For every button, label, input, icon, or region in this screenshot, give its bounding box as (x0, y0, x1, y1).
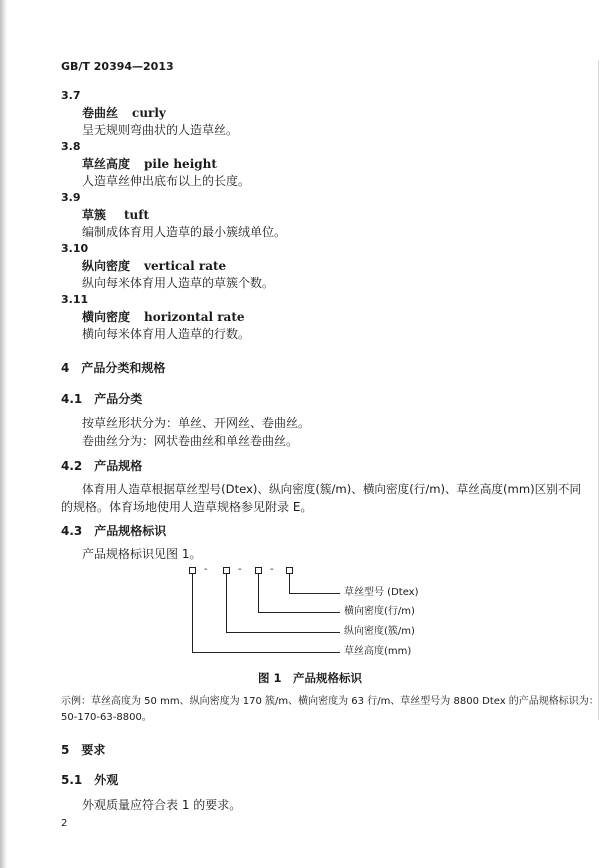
placeholder-box-pile-height (189, 567, 196, 574)
leader-line (258, 612, 340, 613)
leader-line (226, 632, 340, 633)
term-number: 3.9 (61, 191, 81, 204)
page-fold-line (598, 60, 599, 720)
label-yarn-type: 草丝型号 (Dtex) (344, 587, 419, 598)
term-title (82, 207, 149, 223)
paragraph-line: 卷曲丝分为：网状卷曲丝和单丝卷曲丝。 (82, 434, 299, 448)
term-zh: 纵向密度 (82, 259, 131, 273)
leader-line (192, 574, 193, 652)
leader-line (192, 652, 340, 653)
term-en: curly (132, 106, 166, 120)
term-title (82, 309, 245, 325)
section-heading-5: 5 要求 (61, 743, 106, 757)
figure-caption: 图 1 产品规格标识 (258, 671, 363, 685)
scan-edge-shadow (0, 0, 7, 868)
label-pile-height: 草丝高度(mm) (344, 646, 412, 657)
term-zh: 草丝高度 (82, 157, 131, 171)
term-number: 3.7 (61, 89, 81, 102)
term-number: 3.8 (61, 140, 81, 153)
term-number: 3.10 (61, 242, 89, 255)
section-heading-4: 4 产品分类和规格 (61, 361, 166, 375)
term-zh: 卷曲丝 (82, 106, 119, 120)
term-number: 3.11 (61, 293, 89, 306)
paragraph-line: 体育用人造草根据草丝型号(Dtex)、纵向密度(簇/m)、横向密度(行/m)、草丝高度(mm)区别不同 (82, 482, 582, 496)
placeholder-box-yarn-type (286, 567, 293, 574)
term-title (82, 258, 226, 274)
term-definition: 横向每米体育用人造草的行数。 (82, 327, 251, 341)
term-title (82, 156, 217, 172)
term-en: tuft (124, 208, 149, 222)
placeholder-box-horizontal-rate (255, 567, 262, 574)
separator-dash: - (204, 564, 208, 575)
paragraph-line: 外观质量应符合表 1 的要求。 (82, 798, 242, 812)
section-heading-5-1: 5.1 外观 (61, 773, 119, 787)
label-horizontal-rate: 横向密度(行/m) (344, 606, 415, 617)
placeholder-box-vertical-rate (223, 567, 230, 574)
label-vertical-rate: 纵向密度(簇/m) (344, 626, 415, 637)
term-en: horizontal rate (144, 310, 245, 324)
term-definition: 呈无规则弯曲状的人造草丝。 (82, 123, 239, 137)
term-zh: 草簇 (82, 208, 107, 222)
term-en: pile height (144, 157, 217, 171)
term-title (82, 105, 166, 121)
term-definition: 纵向每米体育用人造草的草簇个数。 (82, 276, 275, 290)
leader-line (289, 593, 340, 594)
term-en: vertical rate (144, 259, 227, 273)
leader-line (289, 574, 290, 593)
term-zh: 横向密度 (82, 310, 131, 324)
section-heading-4-3: 4.3 产品规格标识 (61, 524, 167, 538)
term-definition: 人造草丝伸出底布以上的长度。 (82, 174, 251, 188)
separator-dash: - (238, 564, 242, 575)
term-definition: 编制成体育用人造草的最小簇绒单位。 (82, 225, 287, 239)
standard-code: GB/T 20394—2013 (61, 60, 174, 73)
page-number: 2 (61, 818, 68, 829)
separator-dash: - (270, 564, 274, 575)
paragraph-line: 的规格。体育场地使用人造草规格参见附录 E。 (61, 500, 313, 514)
section-heading-4-1: 4.1 产品分类 (61, 392, 143, 406)
example-line: 50-170-63-8800。 (61, 712, 152, 723)
paragraph-line: 按草丝形状分为：单丝、开网丝、卷曲丝。 (82, 416, 311, 430)
paragraph-line: 产品规格标识见图 1。 (82, 547, 202, 561)
section-heading-4-2: 4.2 产品规格 (61, 459, 143, 473)
example-line: 示例：草丝高度为 50 mm、纵向密度为 170 簇/m、横向密度为 63 行/m、草丝型号为 8800 Dtex 的产品规格标识为： (61, 696, 599, 707)
leader-line (226, 574, 227, 632)
leader-line (258, 574, 259, 612)
